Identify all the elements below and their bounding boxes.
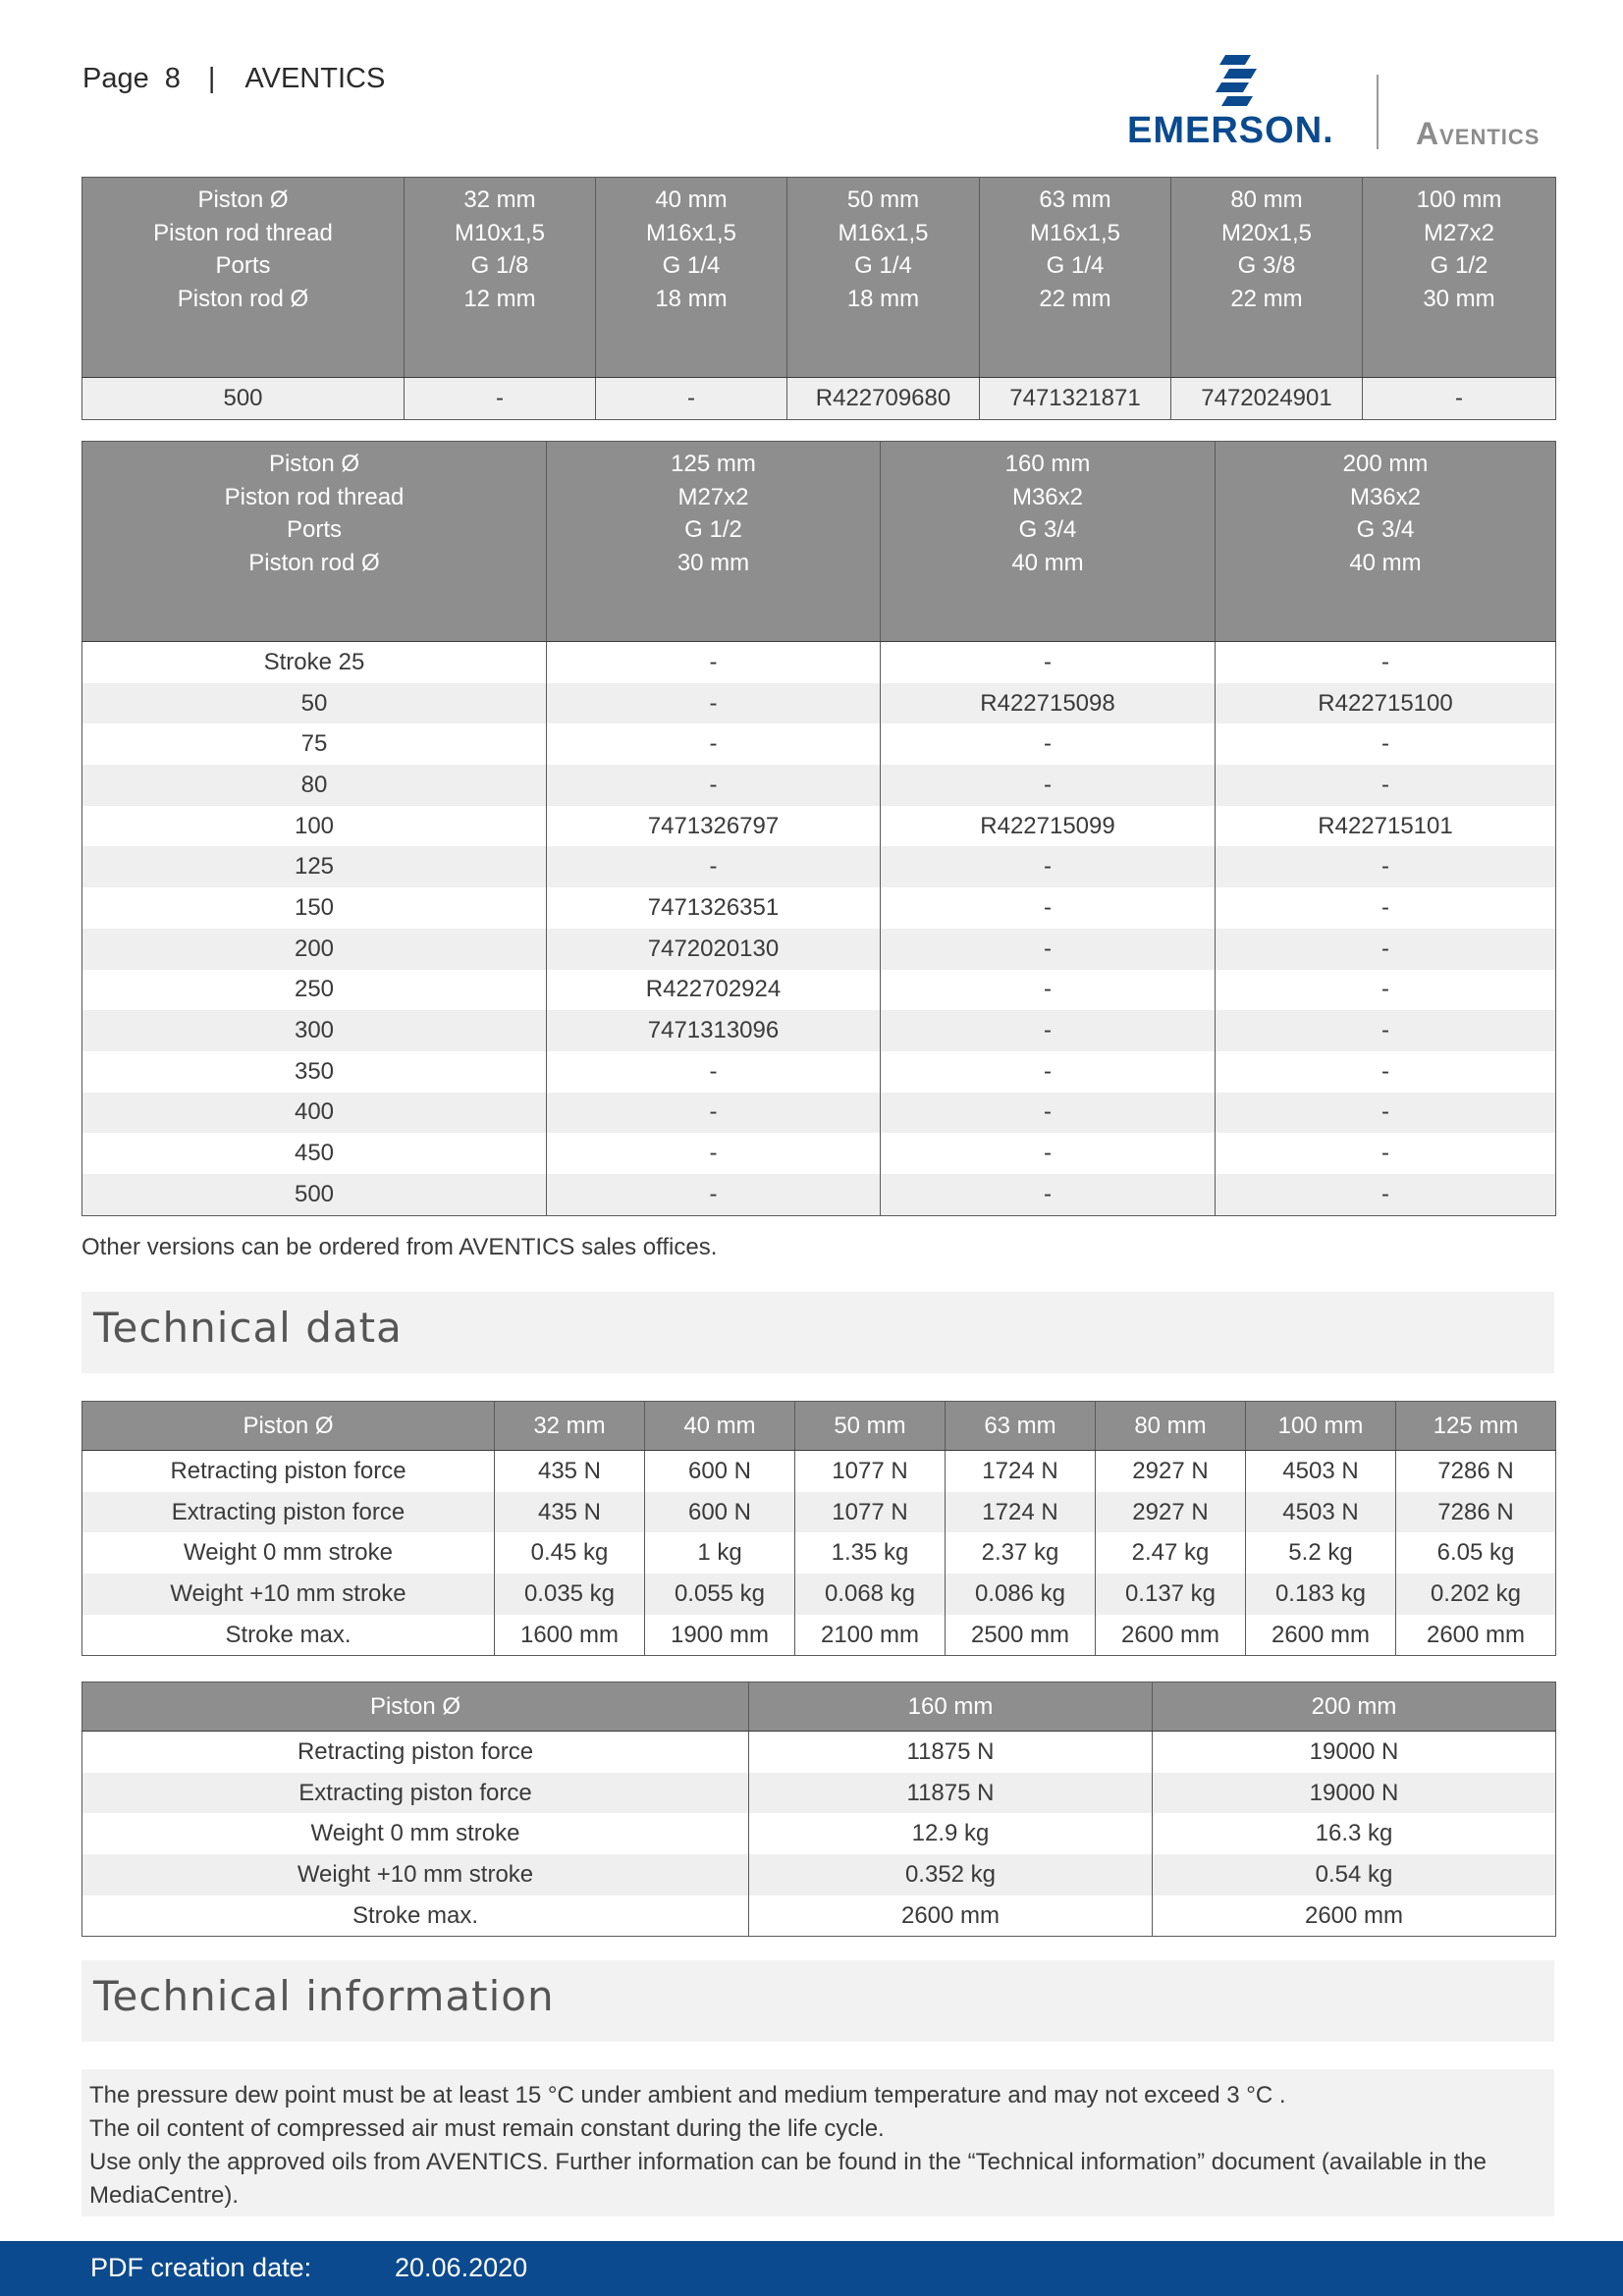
table-cell: 7286 N <box>1396 1451 1556 1492</box>
column-header <box>1216 442 1556 642</box>
table-cell: - <box>881 1174 1216 1215</box>
table-cell: 4503 N <box>1246 1492 1396 1533</box>
header-line: 200 mm <box>1342 451 1429 477</box>
aventics-wordmark: Aventics <box>1416 116 1541 151</box>
column-header <box>1171 178 1363 378</box>
table-row <box>82 887 1556 929</box>
row-label-cell: 250 <box>82 970 547 1011</box>
table-cell: 2.47 kg <box>1096 1532 1246 1574</box>
table-cell: - <box>547 1133 881 1174</box>
table-row <box>82 1896 1556 1937</box>
row-label-cell: 125 <box>82 846 547 887</box>
header-brand: AVENTICS <box>244 63 386 94</box>
header-line: Piston rod Ø <box>248 549 380 576</box>
header-line: 12 mm <box>463 285 536 312</box>
header-line: Piston rod thread <box>224 483 405 510</box>
page-label: Page <box>82 63 149 94</box>
row-label-cell: Extracting piston force <box>82 1773 749 1814</box>
table-cell: 7471313096 <box>547 1010 881 1051</box>
table-cell: 2927 N <box>1096 1451 1246 1492</box>
table-cell: R422702924 <box>547 970 881 1011</box>
table-cell: 1900 mm <box>645 1615 795 1656</box>
table-row <box>82 1854 1556 1896</box>
table-cell: 16.3 kg <box>1153 1813 1556 1854</box>
table-cell: - <box>881 887 1216 929</box>
header-line: G 1/8 <box>470 252 529 279</box>
table-cell: 1.35 kg <box>795 1532 946 1574</box>
table-cell: 4503 N <box>1246 1451 1396 1492</box>
info-line: The oil content of compressed air must remain constant during the life cycle. <box>89 2115 885 2142</box>
row-label-cell: 300 <box>82 1010 547 1051</box>
column-header <box>82 442 547 642</box>
table-cell: 7472020130 <box>547 929 881 970</box>
table-row <box>82 1051 1556 1093</box>
table-cell: 2600 mm <box>1096 1615 1246 1656</box>
table-cell: 2600 mm <box>1396 1615 1556 1656</box>
column-header: 80 mm <box>1096 1402 1246 1451</box>
table-cell: 7471326351 <box>547 887 881 929</box>
technical-information-box <box>81 2069 1554 2216</box>
table-cell: - <box>1216 1133 1556 1174</box>
part-number-table-small-bores <box>81 177 1556 420</box>
header-line: G 3/8 <box>1237 252 1296 279</box>
table-cell: - <box>1216 846 1556 887</box>
header-line: Ports <box>215 252 271 279</box>
header-line: G 1/4 <box>854 252 912 279</box>
table2-header-row <box>82 442 1556 642</box>
header-line: 63 mm <box>1039 187 1111 213</box>
table-cell: 7286 N <box>1396 1492 1556 1533</box>
table-cell: - <box>547 846 881 887</box>
footer-bar <box>0 2241 1623 2296</box>
table-cell: - <box>1216 1093 1556 1134</box>
table-row <box>82 929 1556 970</box>
table-cell: - <box>1216 765 1556 806</box>
table-cell: 1 kg <box>645 1532 795 1574</box>
header-separator: | <box>207 63 216 94</box>
row-label-cell: Stroke 25 <box>82 642 547 683</box>
header-line: Piston rod Ø <box>177 285 309 312</box>
table-cell: R422715098 <box>881 683 1216 724</box>
header-line: M27x2 <box>677 483 749 510</box>
table-cell: 1724 N <box>946 1492 1096 1533</box>
technical-information-section <box>81 1960 1554 2042</box>
header-line: G 1/4 <box>1046 252 1105 279</box>
table-row <box>82 642 1556 683</box>
table-cell: - <box>1216 929 1556 970</box>
header-line: 30 mm <box>1423 285 1495 312</box>
table-cell: - <box>547 642 881 683</box>
row-label-cell: 100 <box>82 806 547 847</box>
table-cell: 0.183 kg <box>1246 1574 1396 1615</box>
table-cell: - <box>547 765 881 806</box>
table-cell: 11875 N <box>749 1773 1153 1814</box>
header-line: 18 mm <box>846 285 920 312</box>
header-line: 40 mm <box>1349 549 1422 576</box>
table-cell: 435 N <box>495 1451 645 1492</box>
row-label-cell: 500 <box>82 1174 547 1215</box>
header-line: 22 mm <box>1039 285 1111 312</box>
header-line: G 1/2 <box>1430 252 1488 279</box>
table-cell: - <box>881 1093 1216 1134</box>
header-line: M27x2 <box>1423 219 1495 246</box>
table-cell: - <box>1216 1010 1556 1051</box>
table-cell: 0.45 kg <box>495 1532 645 1574</box>
technical-information-heading: Technical information <box>93 1972 555 2020</box>
table-row <box>82 1010 1556 1051</box>
table-cell: 11875 N <box>749 1732 1153 1773</box>
table-cell: 0.035 kg <box>495 1574 645 1615</box>
column-header: Piston Ø <box>82 1682 749 1732</box>
table-cell: 600 N <box>645 1451 795 1492</box>
column-header: 40 mm <box>645 1402 795 1451</box>
column-header: 125 mm <box>1396 1402 1556 1451</box>
table-cell: 0.202 kg <box>1396 1574 1556 1615</box>
table-cell: 6.05 kg <box>1396 1532 1556 1574</box>
table-cell: 19000 N <box>1153 1732 1556 1773</box>
table-row <box>82 1093 1556 1134</box>
table-row <box>82 846 1556 887</box>
row-label-cell: 80 <box>82 765 547 806</box>
table-cell: - <box>1216 1174 1556 1215</box>
header-line: Ports <box>286 516 342 543</box>
table-cell: - <box>881 1051 1216 1093</box>
table-cell: - <box>1216 887 1556 929</box>
table-cell: - <box>547 723 881 765</box>
header-line: Piston rod thread <box>153 219 333 246</box>
row-label-cell: Stroke max. <box>82 1896 749 1937</box>
info-line: Use only the approved oils from AVENTICS. Further information can be found in the “Technical information” document (available in the MediaCentre). <box>89 2149 1487 2209</box>
table-cell: 2600 mm <box>1246 1615 1396 1656</box>
row-label-cell: 350 <box>82 1051 547 1093</box>
table3-header-row <box>82 1402 1556 1451</box>
table1-header-row <box>82 178 1556 378</box>
table-cell: - <box>547 683 881 724</box>
info-line: The pressure dew point must be at least 15 °C under ambient and medium temperature and may not exceed 3 °C . <box>89 2082 1286 2109</box>
table-cell: - <box>1216 723 1556 765</box>
table-cell: - <box>547 1174 881 1215</box>
header-line: M16x1,5 <box>838 219 929 246</box>
header-line: G 1/2 <box>684 516 742 543</box>
row-label-cell: 200 <box>82 929 547 970</box>
table-row <box>82 1574 1556 1615</box>
table-cell: R422715100 <box>1216 683 1556 724</box>
column-header: 50 mm <box>795 1402 946 1451</box>
header-line: G 1/4 <box>662 252 721 279</box>
row-label-cell: 75 <box>82 723 547 765</box>
column-header <box>881 442 1216 642</box>
header-line: M16x1,5 <box>1029 219 1121 246</box>
table-row <box>82 1451 1556 1492</box>
table-cell: 0.352 kg <box>749 1854 1153 1896</box>
table-cell: 1077 N <box>795 1492 946 1533</box>
column-header: 63 mm <box>946 1402 1096 1451</box>
row-label-cell: 50 <box>82 683 547 724</box>
table-cell: 435 N <box>495 1492 645 1533</box>
table-row <box>82 765 1556 806</box>
column-header <box>82 178 405 378</box>
table-cell: 0.055 kg <box>645 1574 795 1615</box>
table-cell: R422709680 <box>787 378 980 420</box>
header-line: 18 mm <box>655 285 728 312</box>
pdf-creation-label: PDF creation date: <box>90 2253 312 2282</box>
table-cell: - <box>1363 378 1556 420</box>
header-line: M20x1,5 <box>1220 219 1313 246</box>
table-cell: 7471326797 <box>547 806 881 847</box>
table-cell: - <box>1216 642 1556 683</box>
column-header: 200 mm <box>1153 1682 1556 1732</box>
header-line: Piston Ø <box>268 451 360 477</box>
table-cell: 2600 mm <box>749 1896 1153 1937</box>
table-cell: - <box>881 642 1216 683</box>
table-cell: - <box>881 929 1216 970</box>
table-cell: 7471321871 <box>980 378 1171 420</box>
table-cell: 2927 N <box>1096 1492 1246 1533</box>
page-header <box>82 63 385 95</box>
pdf-creation-date: 20.06.2020 <box>395 2253 528 2282</box>
table-cell: - <box>596 378 787 420</box>
row-label-cell: Weight 0 mm stroke <box>82 1532 495 1574</box>
table-cell: 2100 mm <box>795 1615 946 1656</box>
table-cell: 1077 N <box>795 1451 946 1492</box>
header-line: 22 mm <box>1230 285 1303 312</box>
header-line: 100 mm <box>1416 187 1502 213</box>
table-row <box>82 1732 1556 1773</box>
row-label-cell: 400 <box>82 1093 547 1134</box>
table-cell: - <box>1216 970 1556 1011</box>
table-row <box>82 378 1556 420</box>
header-line: 160 mm <box>1004 451 1091 477</box>
table1-body <box>82 378 1556 420</box>
row-label-cell: Weight +10 mm stroke <box>82 1854 749 1896</box>
column-header <box>787 178 980 378</box>
row-label-cell: Weight +10 mm stroke <box>82 1574 495 1615</box>
table-cell: - <box>405 378 596 420</box>
table-row <box>82 1773 1556 1814</box>
table-row <box>82 1174 1556 1215</box>
technical-data-table-small-bores <box>81 1401 1556 1656</box>
column-header: 32 mm <box>495 1402 645 1451</box>
table-cell: 0.068 kg <box>795 1574 946 1615</box>
table4-body <box>82 1732 1556 1937</box>
table-row <box>82 723 1556 765</box>
header-line: 30 mm <box>676 549 750 576</box>
row-label-cell: Retracting piston force <box>82 1732 749 1773</box>
row-label-cell: 450 <box>82 1133 547 1174</box>
column-header: Piston Ø <box>82 1402 495 1451</box>
header-line: 40 mm <box>1011 549 1084 576</box>
table-row <box>82 1532 1556 1574</box>
row-label-cell: Stroke max. <box>82 1615 495 1656</box>
table-cell: 7472024901 <box>1171 378 1363 420</box>
header-line: M16x1,5 <box>645 219 737 246</box>
table-cell: 1600 mm <box>495 1615 645 1656</box>
table2-body <box>82 642 1556 1216</box>
table-cell: - <box>881 1010 1216 1051</box>
row-label-cell: 500 <box>82 378 405 420</box>
column-header <box>980 178 1171 378</box>
column-header <box>405 178 596 378</box>
table-row <box>82 683 1556 724</box>
header-line: M10x1,5 <box>454 219 546 246</box>
header-line: 32 mm <box>463 187 536 213</box>
header-line: 50 mm <box>846 187 920 213</box>
table-cell: 600 N <box>645 1492 795 1533</box>
table-cell: - <box>881 846 1216 887</box>
part-number-table-large-bores <box>81 441 1556 1216</box>
table-row <box>82 1133 1556 1174</box>
table-cell: - <box>881 765 1216 806</box>
column-header: 100 mm <box>1246 1402 1396 1451</box>
table-cell: - <box>547 1051 881 1093</box>
table-cell: - <box>1216 1051 1556 1093</box>
table-row <box>82 970 1556 1011</box>
technical-data-section <box>81 1292 1554 1373</box>
header-line: M36x2 <box>1349 483 1422 510</box>
ordering-note: Other versions can be ordered from AVENTICS sales offices. <box>81 1234 718 1260</box>
column-header: 160 mm <box>749 1682 1153 1732</box>
row-label-cell: Extracting piston force <box>82 1492 495 1533</box>
table-cell: - <box>547 1093 881 1134</box>
table-cell: - <box>881 1133 1216 1174</box>
table-cell: 2500 mm <box>946 1615 1096 1656</box>
table-row <box>82 806 1556 847</box>
technical-data-table-large-bores <box>81 1682 1556 1937</box>
header-line: 125 mm <box>671 451 756 477</box>
emerson-aventics-logo <box>1127 51 1598 153</box>
header-line: G 3/4 <box>1018 516 1077 543</box>
table-cell: 19000 N <box>1153 1773 1556 1814</box>
row-label-cell: 150 <box>82 887 547 929</box>
header-line: Piston Ø <box>197 187 289 213</box>
header-line: 80 mm <box>1230 187 1303 213</box>
table4-header-row <box>82 1682 1556 1732</box>
table-cell: - <box>881 723 1216 765</box>
header-line: 40 mm <box>655 187 728 213</box>
column-header <box>596 178 787 378</box>
table-row <box>82 1492 1556 1533</box>
table-cell: R422715099 <box>881 806 1216 847</box>
emerson-wordmark: EMERSON. <box>1127 110 1334 151</box>
column-header <box>1363 178 1556 378</box>
header-line: G 3/4 <box>1356 516 1415 543</box>
table-cell: 12.9 kg <box>749 1813 1153 1854</box>
column-header <box>547 442 881 642</box>
row-label-cell: Weight 0 mm stroke <box>82 1813 749 1854</box>
table-cell: 1724 N <box>946 1451 1096 1492</box>
table3-body <box>82 1451 1556 1656</box>
page-number: 8 <box>164 63 181 94</box>
header-line: M36x2 <box>1011 483 1084 510</box>
table-row <box>82 1813 1556 1854</box>
table-row <box>82 1615 1556 1656</box>
emerson-emblem-icon <box>1208 53 1267 110</box>
logo-divider <box>1377 75 1379 149</box>
table-cell: 0.086 kg <box>946 1574 1096 1615</box>
table-cell: 2600 mm <box>1153 1896 1556 1937</box>
table-cell: 5.2 kg <box>1246 1532 1396 1574</box>
table-cell: 2.37 kg <box>946 1532 1096 1574</box>
table-cell: 0.137 kg <box>1096 1574 1246 1615</box>
table-cell: 0.54 kg <box>1153 1854 1556 1896</box>
row-label-cell: Retracting piston force <box>82 1451 495 1492</box>
technical-data-heading: Technical data <box>93 1304 403 1352</box>
table-cell: - <box>881 970 1216 1011</box>
table-cell: R422715101 <box>1216 806 1556 847</box>
